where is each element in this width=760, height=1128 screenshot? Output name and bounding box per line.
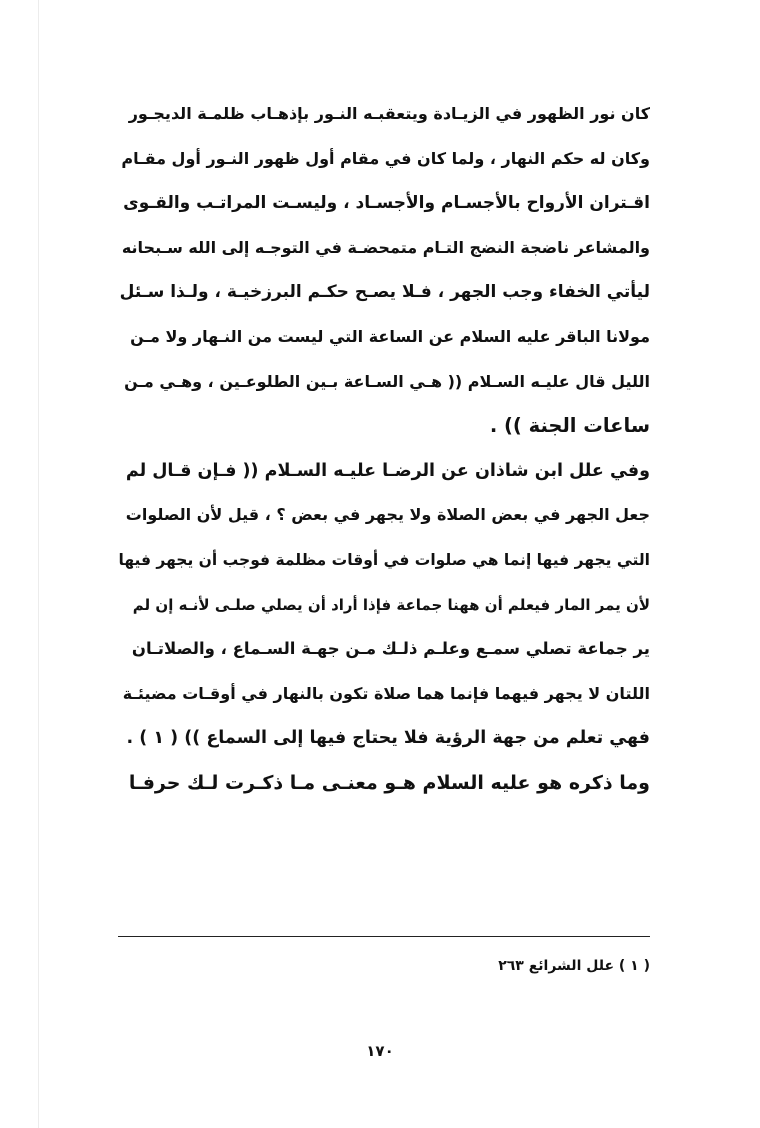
text-line: ير جماعة تصلي سمـع وعلـم ذلـك مـن جهـة السـماع ، والصلاتـان [131,639,650,659]
text-line: جعل الجهر في بعض الصلاة ولا يجهر في بعض ؟ ، قيل لأن الصلوات [125,505,650,525]
page-number: ١٧٠ [366,1042,394,1060]
page-edge-shadow [38,0,39,1128]
text-line: مولانا الباقر عليه السلام عن الساعة التي ليست من النـهار ولا مـن [130,326,650,346]
text-line: وما ذكره هو عليه السلام هـو معنـى مـا ذكـرت لـك حرفـا [128,771,650,794]
text-line: كان نور الظهور في الزيـادة ويتعقبـه النـور بإذهـاب ظلمـة الديجـور [128,104,650,123]
text-line: والمشاعر ناضجة النضج التـام متمحضـة في التوجـه إلى الله سـبحانه [121,237,650,257]
footnote-divider [118,936,650,937]
text-line: ساعات الجنة )) . [489,414,650,438]
text-line: لأن يمر المار فيعلم أن ههنا جماعة فإذا أراد أن يصلي صلـى لأنـه إن لم [132,595,650,614]
text-line: وكان له حكم النهار ، ولما كان في مقام أول ظهور النـور أول مقـام [121,148,650,168]
text-line: ليأتي الخفاء وجب الجهر ، فـلا يصـح حكـم البرزخيـة ، ولـذا سـئل [119,282,650,303]
footnote: ( ١ ) علل الشرائع ٢٦٣ [498,958,650,974]
text-line: اقـتران الأرواح بالأجسـام والأجسـاد ، وليسـت المراتـب والقـوى [123,193,650,214]
text-line: الليل قال عليـه السـلام (( هـي السـاعة بـين الطلوعـين ، وهـي مـن [124,371,650,391]
body-text [118,92,650,806]
text-line: التي يجهر فيها إنما هي صلوات في أوقات مظلمة فوجب أن يجهر فيها [118,550,650,569]
text-line: فهي تعلم من جهة الرؤية فلا يحتاج فيها إلى السماع )) ( ١ ) . [126,728,650,749]
text-line: وفي علل ابن شاذان عن الرضـا عليـه السـلام (( فـإن قـال لم [125,460,650,481]
text-line: اللتان لا يجهر فيهما فإنما هما صلاة تكون بالنهار في أوقـات مضيئـة [122,683,650,703]
